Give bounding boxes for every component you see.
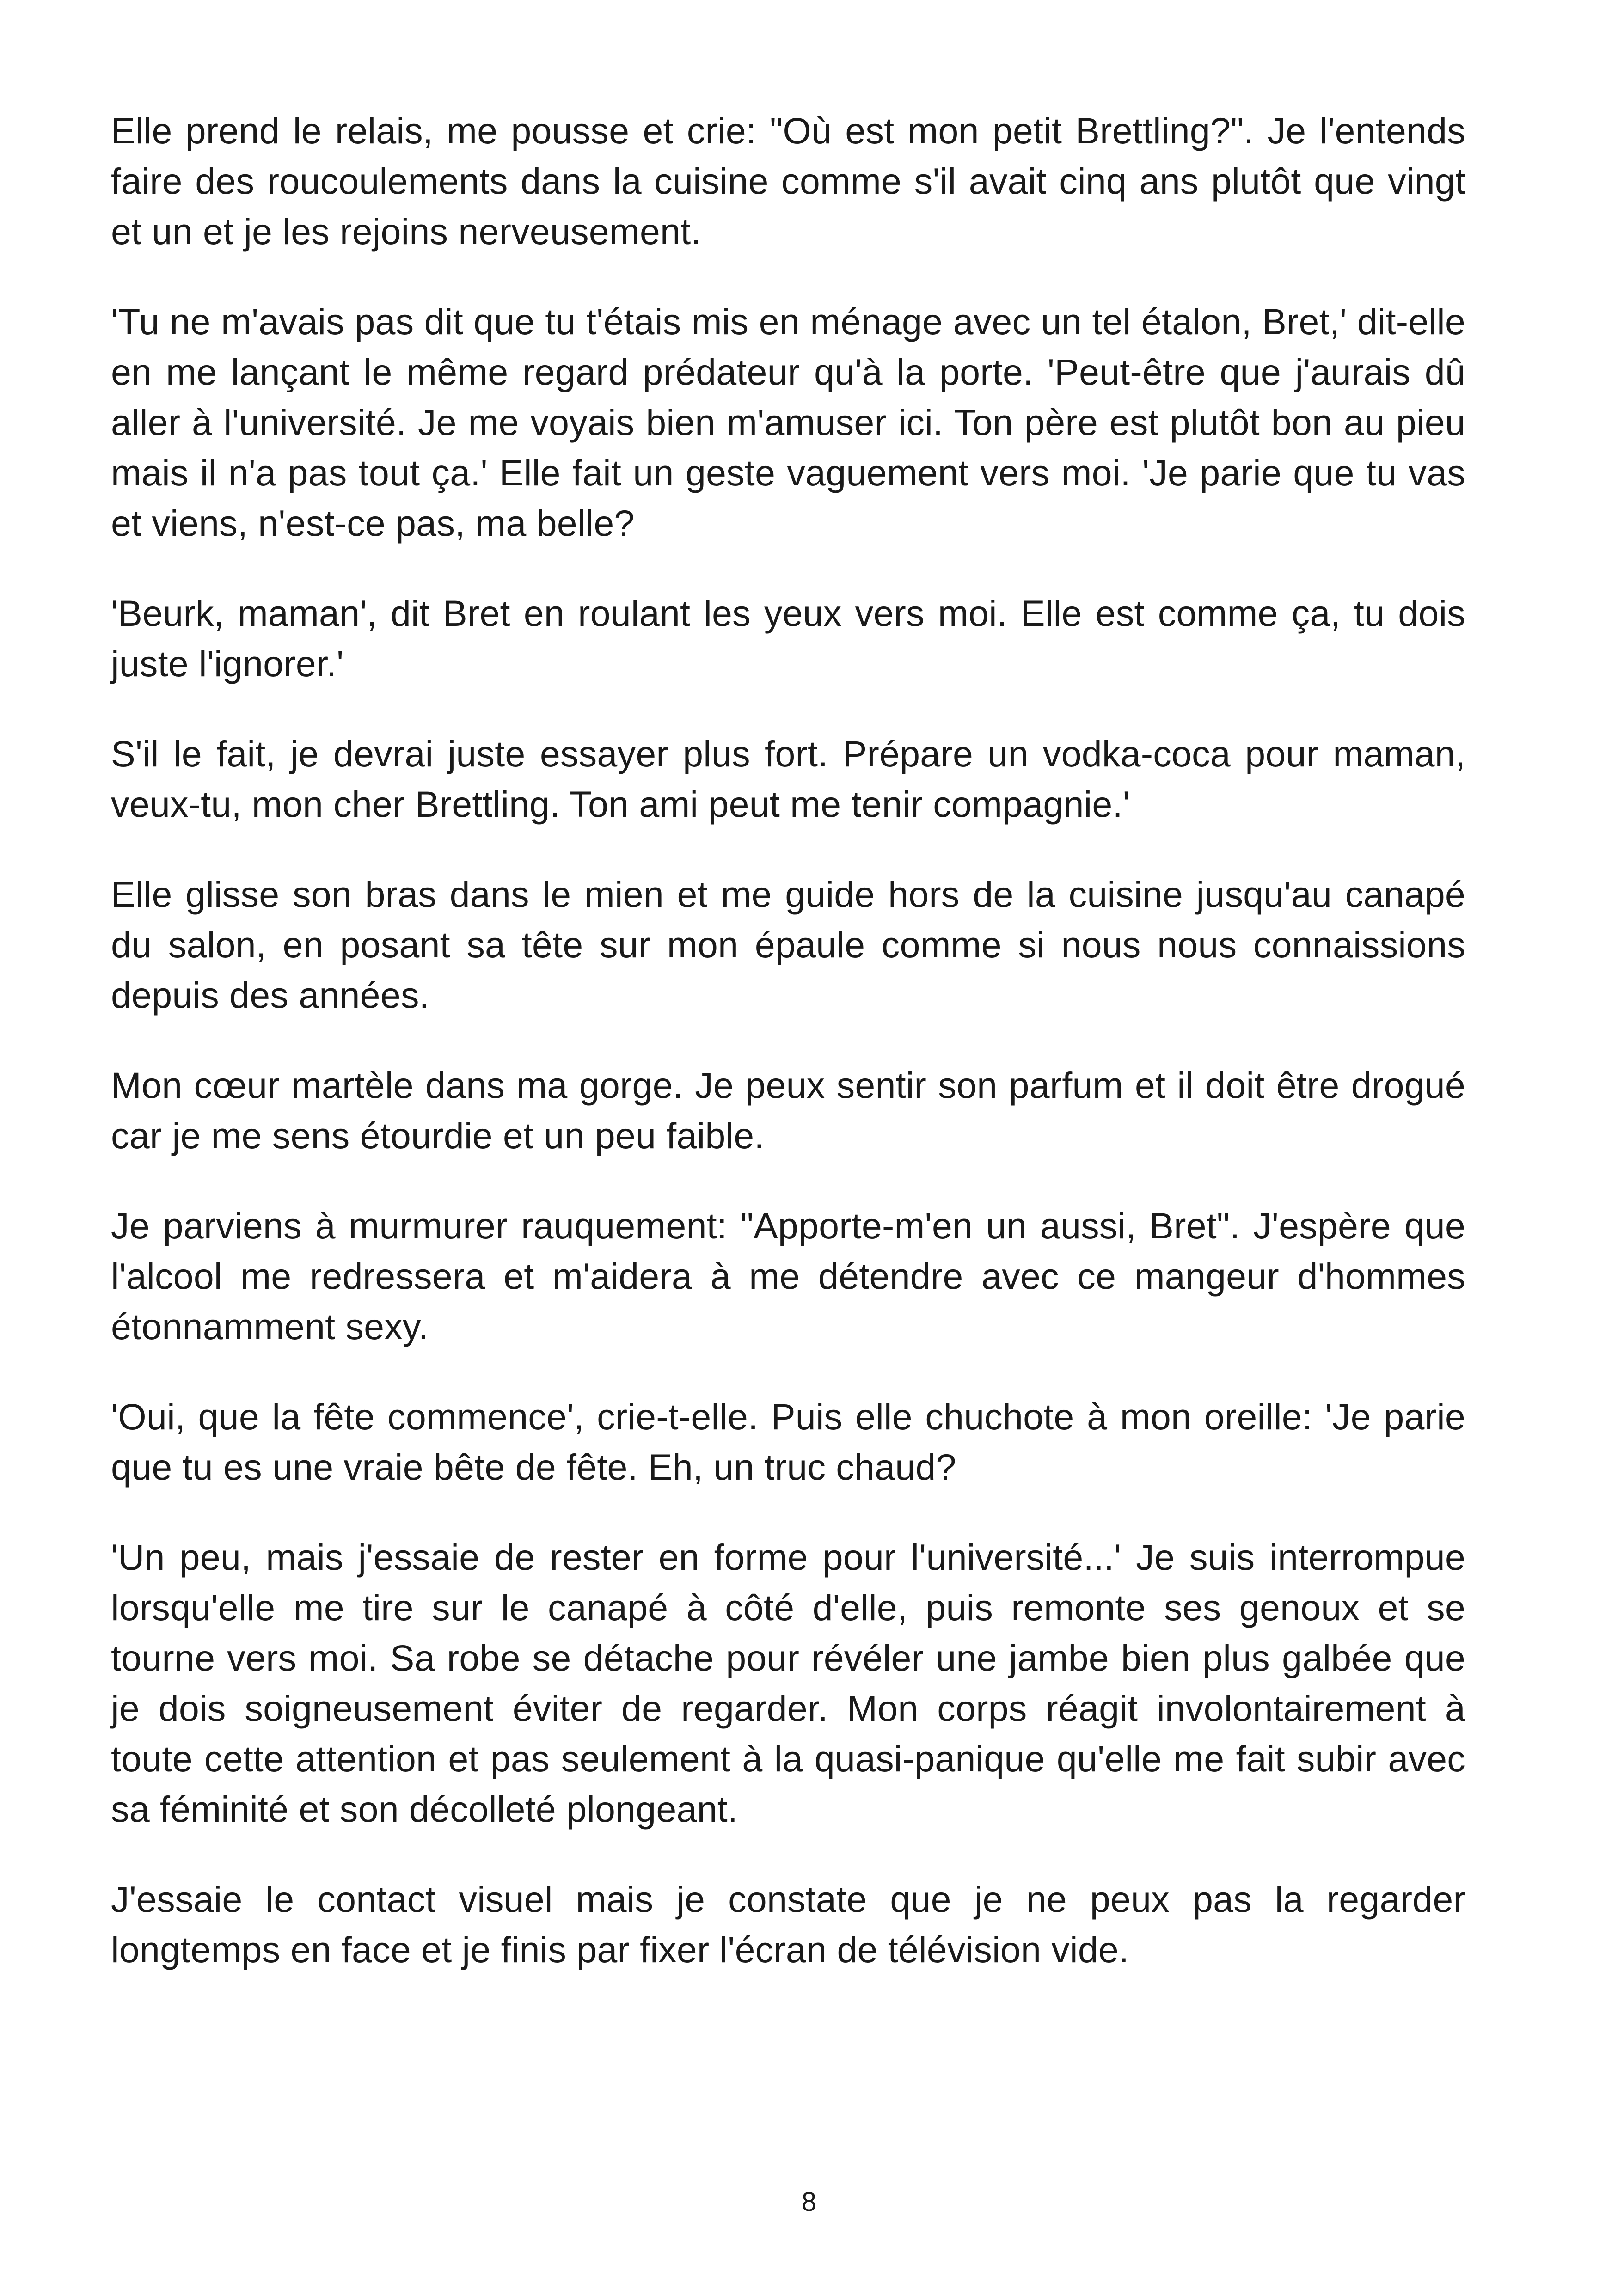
paragraph: Mon cœur martèle dans ma gorge. Je peux sentir son parfum et il doit être drogué car je me sens étourdie et un peu faible. (111, 1065, 1465, 1156)
paragraph: 'Oui, que la fête commence', crie-t-elle. Puis elle chuchote à mon oreille: 'Je parie que tu es une vraie bête de fête. Eh, un truc chaud? (111, 1396, 1465, 1488)
page-body (111, 105, 1465, 2014)
paragraph: Elle prend le relais, me pousse et crie: "Où est mon petit Brettling?". Je l'entends faire des roucoulements dans la cuisine comme s'il avait cinq ans plutôt que vingt et un et je les rejoins nerveusement. (111, 110, 1465, 252)
paragraph: Je parviens à murmurer rauquement: "Apporte-m'en un aussi, Bret". J'espère que l'alcool me redressera et m'aidera à me détendre avec ce mangeur d'hommes étonnamment sexy. (111, 1205, 1465, 1347)
paragraph: J'essaie le contact visuel mais je constate que je ne peux pas la regarder longtemps en face et je finis par fixer l'écran de télévision vide. (111, 1879, 1465, 1970)
paragraph: S'il le fait, je devrai juste essayer plus fort. Prépare un vodka-coca pour maman, veux-tu, mon cher Brettling. Ton ami peut me tenir compagnie.' (111, 733, 1465, 825)
paragraph: Elle glisse son bras dans le mien et me guide hors de la cuisine jusqu'au canapé du salon, en posant sa tête sur mon épaule comme si nous nous connaissions depuis des années. (111, 874, 1465, 1016)
paragraph: 'Beurk, maman', dit Bret en roulant les yeux vers moi. Elle est comme ça, tu dois juste l'ignorer.' (111, 593, 1465, 684)
paragraph: 'Tu ne m'avais pas dit que tu t'étais mis en ménage avec un tel étalon, Bret,' dit-elle en me lançant le même regard prédateur qu'à la porte. 'Peut-être que j'aurais dû aller à l'université. Je me voyais bien m'amuser ici. Ton père est plutôt bon au pieu mais il n'a pas tout ça.' Elle fait un geste vaguement vers moi. 'Je parie que tu vas et viens, n'est-ce pas, ma belle? (111, 301, 1465, 544)
page-number: 8 (801, 2187, 817, 2217)
paragraph: 'Un peu, mais j'essaie de rester en forme pour l'université...' Je suis interrompue lorsqu'elle me tire sur le canapé à côté d'elle, puis remonte ses genoux et se tourne vers moi. Sa robe se détache pour révéler une jambe bien plus galbée que je dois soigneusement éviter de regarder. Mon corps réagit involontairement à toute cette attention et pas seulement à la quasi-panique qu'elle me fait subir avec sa féminité et son décolleté plongeant. (111, 1537, 1465, 1830)
